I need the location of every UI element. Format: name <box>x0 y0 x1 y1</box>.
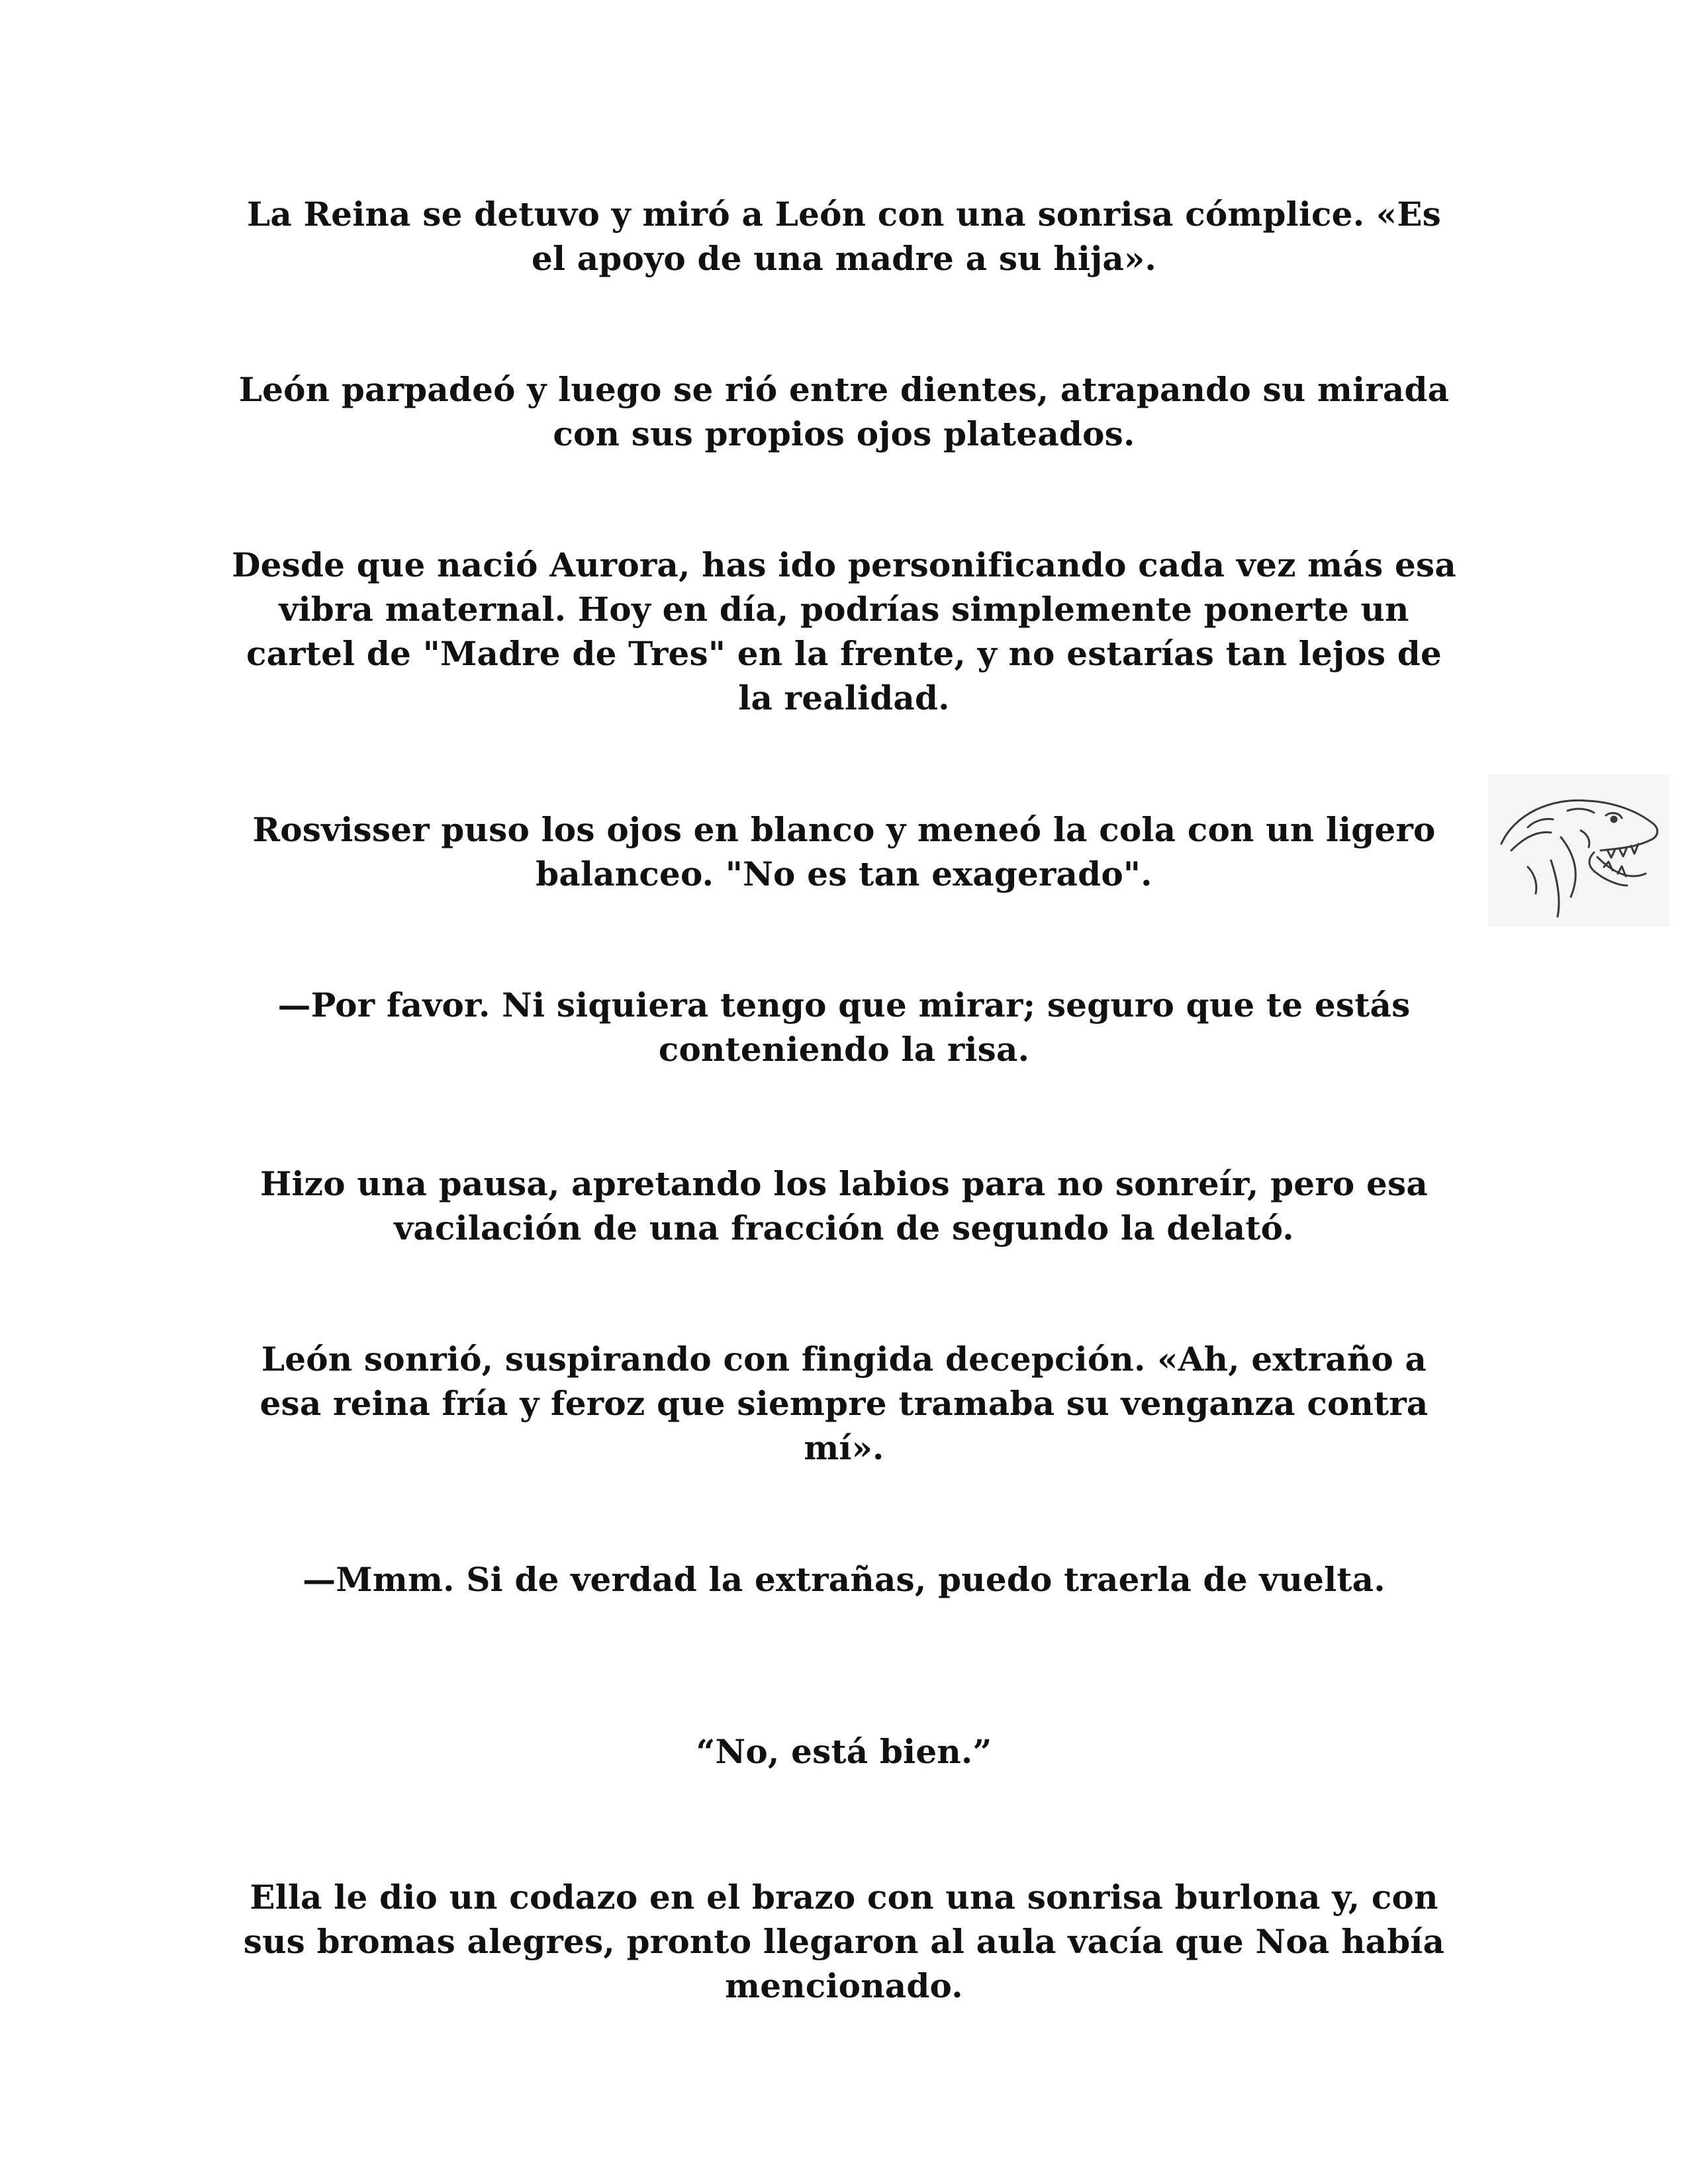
paragraph: Rosvisser puso los ojos en blanco y meneó la cola con un ligero balanceo. "No es tan exagerado". <box>252 810 1436 893</box>
paragraph: Ella le dio un codazo en el brazo con una sonrisa burlona y, con sus bromas alegres, pronto llegaron al aula vacía que Noa había mencionado. <box>243 1878 1445 2005</box>
paragraph: La Reina se detuvo y miró a León con una sonrisa cómplice. «Es el apoyo de una madre a su hija». <box>246 195 1442 278</box>
dragon-head-sketch-icon <box>1488 774 1670 927</box>
paragraph: “No, está bien.” <box>696 1732 992 1771</box>
paragraph: Hizo una pausa, apretando los labios para no sonreír, pero esa vacilación de una fracción de segundo la delató. <box>260 1164 1428 1248</box>
paragraph: Desde que nació Aurora, has ido personificando cada vez más esa vibra maternal. Hoy en día, podrías simplemente ponerte un cartel de "Madre de Tres" en la frente, y no estarías tan lejos de la realidad. <box>232 545 1456 717</box>
paragraph: León sonrió, suspirando con fingida decepción. «Ah, extraño a esa reina fría y feroz que siempre tramaba su venganza contra mí». <box>259 1340 1429 1467</box>
paragraph: —Mmm. Si de verdad la extrañas, puedo traerla de vuelta. <box>303 1560 1385 1599</box>
paragraph: —Por favor. Ni siquiera tengo que mirar; seguro que te estás conteniendo la risa. <box>277 985 1411 1069</box>
paragraph: León parpadeó y luego se rió entre dientes, atrapando su mirada con sus propios ojos plateados. <box>238 370 1450 453</box>
